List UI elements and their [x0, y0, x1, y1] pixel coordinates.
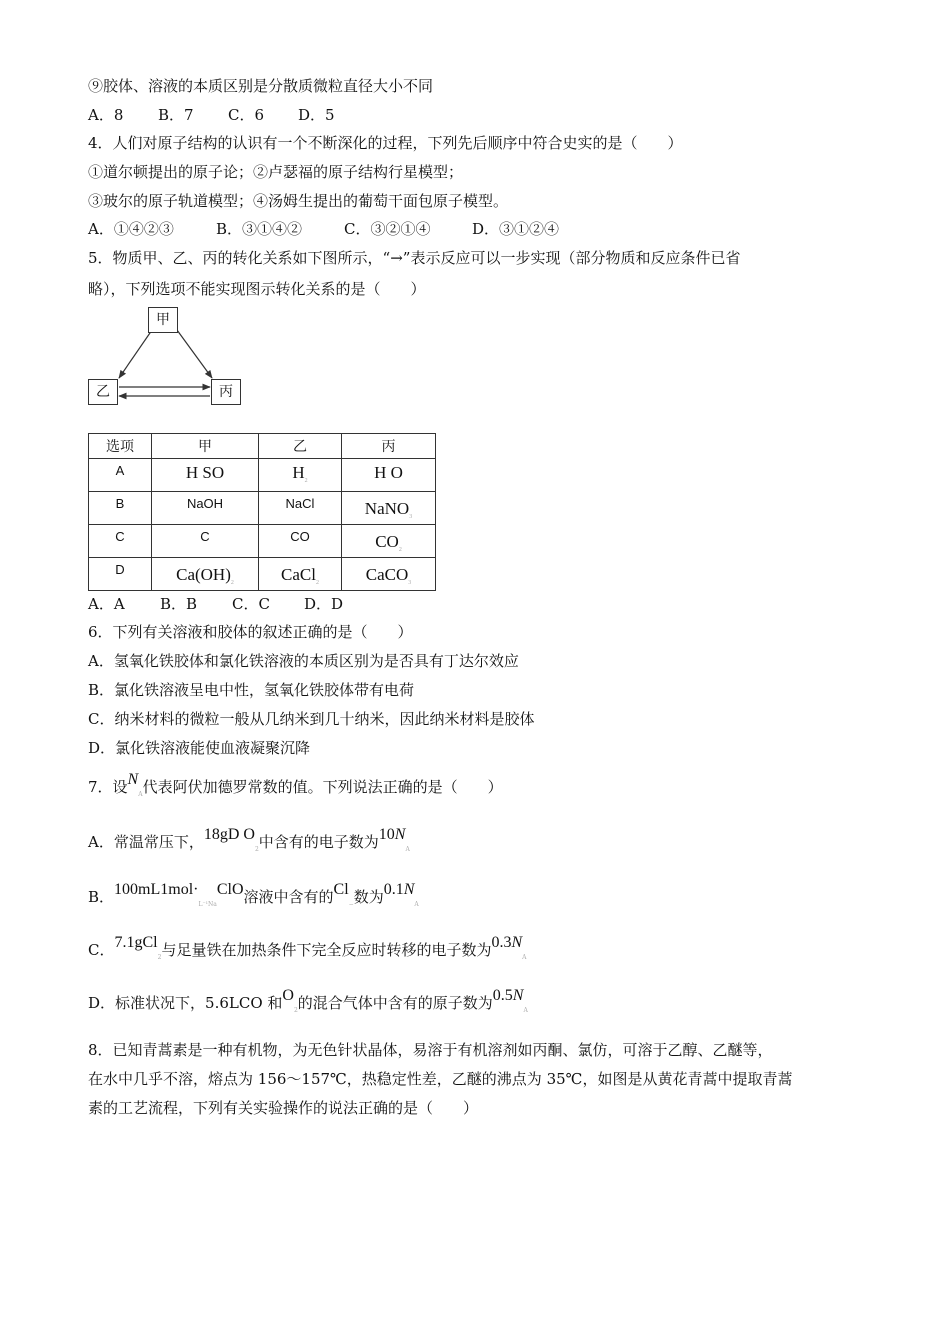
diagram-node-bing: 丙: [211, 379, 241, 405]
q7-option-a: A．常温常压下，18gD $O_2$中含有的电子数为$10N_A$: [88, 826, 410, 853]
q6-option-b: B．氯化铁溶液呈电中性，氢氧化铁胶体带有电荷: [88, 681, 415, 699]
diagram-node-jia: 甲: [148, 307, 178, 333]
cell-option: A: [89, 459, 152, 492]
q5-option-d: D．D: [304, 595, 344, 613]
cell-option: B: [89, 492, 152, 525]
q7-stem: 7．设$N_A$代表阿伏加德罗常数的值。下列说法正确的是（ ）: [88, 771, 503, 798]
q5-option-c: C．C: [232, 595, 270, 613]
q6-option-a: A．氢氧化铁胶体和氯化铁溶液的本质区别为是否具有丁达尔效应: [88, 652, 519, 670]
q5-options: [88, 594, 376, 614]
q7-option-b: B．$100mL1mol\cdot_{L^{-1}Na}ClO$溶液中含有的$Cl_-$数为$0.1N_A$: [88, 881, 419, 908]
q4-option-d: D．③①②④: [472, 220, 560, 238]
q3-option-b: B．7: [158, 106, 194, 124]
cell-option: D: [89, 558, 152, 591]
table-row: [89, 525, 436, 558]
q6-option-c: C．纳米材料的微粒一般从几纳米到几十纳米，因此纳米材料是胶体: [88, 710, 535, 728]
q4-option-a: A．①④②③: [88, 220, 174, 238]
q8-stem-line3: 素的工艺流程，下列有关实验操作的说法正确的是（ ）: [88, 1099, 479, 1117]
q3-option-d: D．5: [298, 106, 335, 124]
q6-stem: 6．下列有关溶液和胶体的叙述正确的是（ ）: [88, 623, 413, 641]
q5-options-table: [88, 433, 436, 591]
q3-option-c: C．6: [228, 106, 265, 124]
cell-option: C: [89, 525, 152, 558]
cell-yi: CO: [259, 525, 342, 558]
table-row: [89, 492, 436, 525]
q5-diagram-arrows: [0, 0, 950, 420]
q5-stem-line2: 略），下列选项不能实现图示转化关系的是（ ）: [88, 280, 426, 298]
cell-bing: CaCO$_3$: [342, 558, 436, 591]
q5-option-a: A．A: [88, 595, 125, 613]
q4-option-c: C．③②①④: [344, 220, 431, 238]
q7-option-c: C．7.1gCl$_2$与足量铁在加热条件下完全反应时转移的电子数为$0.3N_A$: [88, 934, 527, 961]
cell-yi: $H_2$: [259, 459, 342, 492]
header-yi: 乙: [259, 434, 342, 459]
cell-jia: $Ca(OH)_2$: [152, 558, 259, 591]
cell-yi: NaCl: [259, 492, 342, 525]
q8-stem-line1: 8．已知青蒿素是一种有机物，为无色针状晶体，易溶于有机溶剂如丙酮、氯仿，可溶于乙醇、乙醚等，: [88, 1041, 773, 1059]
q4-stem: 4．人们对原子结构的认识有一个不断深化的过程，下列先后顺序中符合史实的是（ ）: [88, 134, 683, 152]
table-header-row: [89, 434, 436, 459]
q4-line1: ①道尔顿提出的原子论；②卢瑟福的原子结构行星模型；: [88, 163, 464, 181]
cell-bing: H O: [342, 459, 436, 492]
diagram-node-yi: 乙: [88, 379, 118, 405]
q5-option-b: B．B: [160, 595, 198, 613]
table-row: [89, 459, 436, 492]
header-bing: 丙: [342, 434, 436, 459]
cell-yi: CaCl$_2$: [259, 558, 342, 591]
cell-jia: H SO: [152, 459, 259, 492]
q5-stem-line1: 5．物质甲、乙、丙的转化关系如下图所示，“→”表示反应可以一步实现（部分物质和反应条件已省: [88, 249, 741, 267]
q3-item9: ⑨胶体、溶液的本质区别是分散质微粒直径大小不同: [88, 77, 434, 95]
q7-option-d: D．标准状况下，5.6LCO 和$O_2$的混合气体中含有的原子数为$0.5N_A$: [88, 987, 528, 1014]
table-row: [89, 558, 436, 591]
arrow-jia-to-bing: [177, 330, 212, 378]
q6-option-d: D．氯化铁溶液能使血液凝聚沉降: [88, 739, 311, 757]
q4-line2: ③玻尔的原子轨道模型；④汤姆生提出的葡萄干面包原子模型。: [88, 192, 509, 210]
q4-option-b: B．③①④②: [216, 220, 303, 238]
cell-jia: NaOH: [152, 492, 259, 525]
cell-jia: C: [152, 525, 259, 558]
q3-option-a: A．8: [88, 106, 124, 124]
cell-bing: NaNO$_3$: [342, 492, 436, 525]
q8-stem-line2: 在水中几乎不溶，熔点为 156～157℃，热稳定性差，乙醚的沸点为 35℃，如图是从黄花青蒿中提取青蒿: [88, 1070, 793, 1088]
header-jia: 甲: [152, 434, 259, 459]
cell-bing: $CO_2$: [342, 525, 436, 558]
header-option: 选项: [89, 434, 152, 459]
arrow-jia-to-yi: [119, 330, 152, 378]
